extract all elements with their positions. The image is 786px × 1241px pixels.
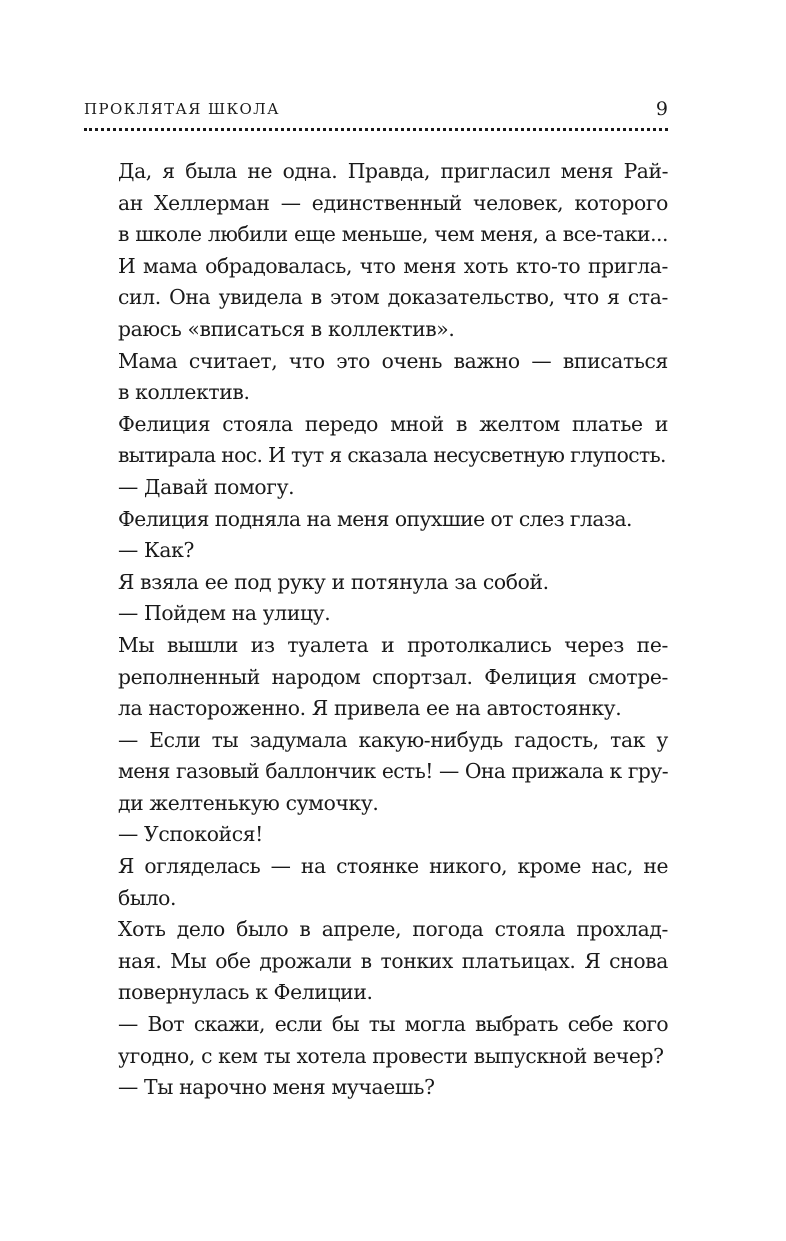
text-line: в школе любили еще меньше, чем меня, а все-таки... — [118, 222, 668, 247]
text-line: — Вот скажи, если бы ты могла выбрать себе кого — [118, 1012, 668, 1037]
text-line: Я огляделась — на стоянке никого, кроме нас, не — [118, 854, 668, 879]
paragraph — [84, 472, 668, 504]
text-line: было. — [118, 885, 177, 910]
paragraph — [84, 914, 668, 1009]
text-line: — Ты нарочно меня мучаешь? — [118, 1075, 435, 1100]
paragraph — [84, 504, 668, 536]
paragraph — [84, 819, 668, 851]
text-line: Я взяла ее под руку и потянула за собой. — [118, 569, 549, 594]
text-line: Фелиция подняла на меня опухшие от слез глаза. — [118, 506, 632, 531]
text-line: ла настороженно. Я привела ее на автостоянку. — [118, 696, 622, 721]
text-line: Да, я была не одна. Правда, пригласил меня Рай- — [118, 159, 668, 183]
text-line: Хоть дело было в апреле, погода стояла прохлад- — [118, 917, 668, 942]
text-line: реполненный народом спортзал. Фелиция смотре- — [118, 664, 668, 689]
book-page — [84, 96, 668, 1156]
paragraph — [84, 598, 668, 630]
paragraph — [84, 535, 668, 567]
paragraph — [84, 630, 668, 725]
dotted-divider — [84, 128, 668, 131]
text-line: в коллектив. — [118, 380, 250, 405]
text-line: повернулась к Фелиции. — [118, 980, 373, 1005]
text-line: ная. Мы обе дрожали в тонких платьицах. Я снова — [118, 948, 668, 973]
paragraph — [84, 156, 668, 346]
paragraph — [84, 1072, 668, 1104]
text-line: меня газовый баллончик есть! — Она прижала к гру- — [118, 759, 668, 784]
running-header — [84, 96, 668, 136]
text-line: угодно, с кем ты хотела провести выпускной вечер? — [118, 1043, 664, 1068]
text-line: ан Хеллерман — единственный человек, которого — [118, 190, 668, 215]
text-line: Фелиция стояла передо мной в желтом платье и — [118, 411, 668, 436]
text-line: раюсь «вписаться в коллектив». — [118, 316, 455, 341]
paragraph — [84, 346, 668, 409]
paragraph — [84, 1009, 668, 1072]
paragraph — [84, 725, 668, 820]
text-line: ди желтенькую сумочку. — [118, 790, 379, 815]
book-title: ПРОКЛЯТАЯ ШКОЛА — [84, 100, 280, 118]
text-line: — Успокойся! — [118, 822, 263, 847]
text-line: Мама считает, что это очень важно — вписаться — [118, 348, 668, 373]
text-line: сил. Она увидела в этом доказательство, что я ста- — [118, 285, 668, 310]
text-line: вытирала нос. И тут я сказала несусветную глупость. — [118, 443, 666, 468]
text-line: — Как? — [118, 538, 194, 563]
paragraph — [84, 851, 668, 914]
text-line: — Если ты задумала какую-нибудь гадость, так у — [118, 727, 668, 752]
text-line: И мама обрадовалась, что меня хоть кто-то пригла- — [118, 253, 668, 278]
page-number: 9 — [655, 98, 668, 120]
paragraph — [84, 567, 668, 599]
body-text — [84, 156, 668, 1104]
text-line: — Давай помогу. — [118, 474, 295, 499]
text-line: Мы вышли из туалета и протолкались через пе- — [118, 632, 668, 657]
paragraph — [84, 409, 668, 472]
text-line: — Пойдем на улицу. — [118, 601, 331, 626]
